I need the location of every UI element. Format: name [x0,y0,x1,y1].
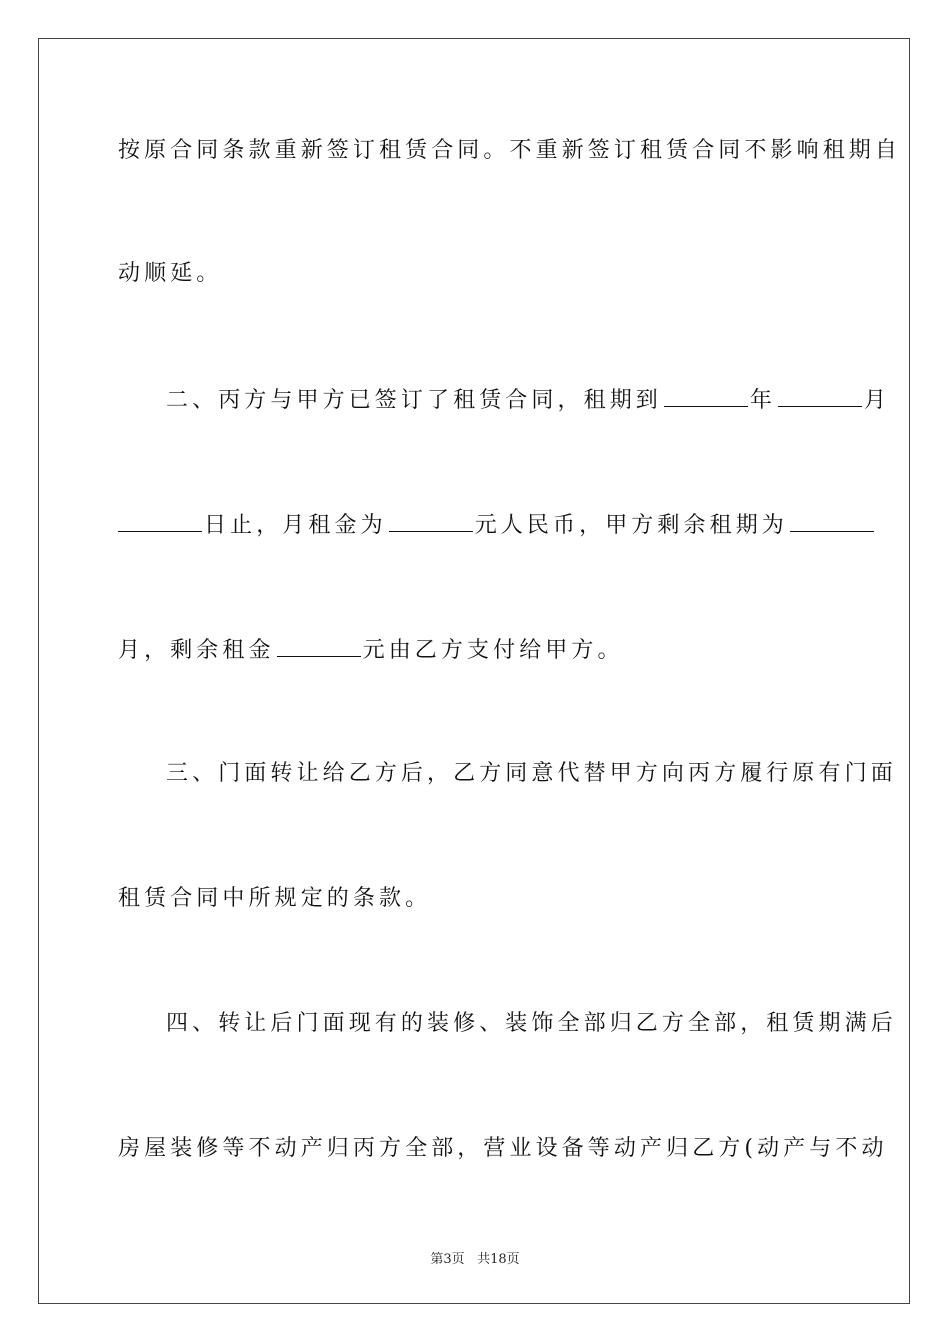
line-text: 元人民币，甲方剩余租期为 [474,513,788,538]
line-text: 元由乙方支付给甲方。 [362,638,624,663]
paragraph-line [118,509,834,541]
line-text: 月，剩余租金 [118,638,275,663]
line-text: 日止，月租金为 [204,513,387,538]
paragraph-line: 动顺延。 [118,261,223,286]
line-text: 二、丙方与甲方已签订了租赁合同，租期到 [166,388,662,413]
page-footer [0,1248,950,1267]
paragraph-line: 房屋装修等不动产归丙方全部，营业设备等动产归乙方(动产与不动 [118,1136,888,1161]
fill-in-blank [389,509,473,532]
paragraph-line [118,634,834,666]
fill-in-blank [277,634,361,657]
paragraph-line: 四、转让后门面现有的装修、装饰全部归乙方全部，租赁期满后 [166,1011,897,1036]
page-total: 共18页 [477,1252,520,1267]
page-number: 第3页 [430,1252,465,1267]
fill-in-blank [118,509,202,532]
fill-in-blank [664,384,748,407]
paragraph-line: 租赁合同中所规定的条款。 [118,886,432,911]
paragraph-line [166,384,891,416]
page-border [38,38,910,1304]
paragraph-line: 三、门面转让给乙方后，乙方同意代替甲方向丙方履行原有门面 [166,761,897,786]
line-text: 年 [749,388,777,413]
paragraph-line: 按原合同条款重新签订租赁合同。不重新签订租赁合同不影响租期自 [118,138,902,163]
fill-in-blank [778,384,862,407]
fill-in-blank [790,509,874,532]
line-text: 月 [864,388,891,413]
